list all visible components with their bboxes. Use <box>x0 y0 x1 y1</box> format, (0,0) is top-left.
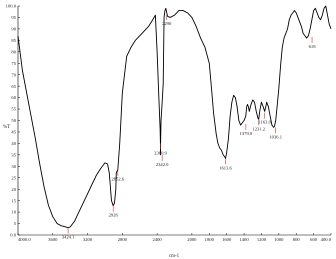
y-tick-label: 85 <box>11 37 16 43</box>
y-axis-title: %T <box>3 125 11 130</box>
y-tick-label: 55 <box>11 106 16 112</box>
y-tick-label: 15 <box>11 198 16 204</box>
y-tick-label: 25 <box>11 175 16 181</box>
peak-value: 2290 <box>162 21 172 27</box>
y-tick-label: 60 <box>11 95 16 101</box>
peak-value: 2852.6 <box>111 176 125 182</box>
peak-value: 3424.1 <box>61 234 75 240</box>
x-tick-label: 2000 <box>187 237 197 242</box>
y-tick-label: 10 <box>11 209 16 215</box>
peak-value: 618 <box>308 43 316 49</box>
peak-value: 1163.0 <box>258 119 271 125</box>
y-tick-label: 0.0 <box>10 232 16 238</box>
y-tick-label: 65 <box>11 83 16 89</box>
peak-value: 2926 <box>108 212 118 218</box>
y-tick-label: 95 <box>11 15 16 21</box>
x-axis-title: cm-1 <box>168 254 180 259</box>
peak-value: 2342.0 <box>155 161 169 167</box>
y-tick-label: 80 <box>11 49 16 55</box>
y-tick-label: 75 <box>11 60 16 66</box>
x-tick-label: 3600 <box>48 237 58 242</box>
y-tick-label: 30 <box>11 163 16 169</box>
x-tick-label: 1600 <box>222 237 232 242</box>
x-tick-label: 2800 <box>117 237 127 242</box>
x-tick-label: 1800 <box>204 237 214 242</box>
y-tick-label: 35 <box>11 152 16 158</box>
x-tick-label: 400.0 <box>320 237 331 242</box>
x-tick-label: 600 <box>310 237 318 242</box>
y-tick-label: 40 <box>11 141 16 146</box>
y-tick-label: 45 <box>11 129 16 135</box>
y-tick-label: 70 <box>11 72 16 78</box>
peak-value: 1036.1 <box>269 134 283 140</box>
y-tick-label: 100.0 <box>5 3 16 9</box>
y-tick-label: 90 <box>11 26 16 32</box>
x-tick-label: 1000 <box>274 237 284 242</box>
x-tick-label: 1200 <box>256 237 267 242</box>
y-tick-label: 20 <box>11 186 16 192</box>
x-tick-label: 4000.0 <box>18 237 31 242</box>
x-tick-label: 2400 <box>152 237 162 242</box>
x-tick-label: 1400 <box>239 237 249 242</box>
peak-value: 2360.9 <box>154 150 167 156</box>
x-tick-label: 800 <box>292 237 300 242</box>
y-tick-label: 5 <box>13 221 16 227</box>
peak-value: 1379.0 <box>239 130 253 136</box>
peak-value: 1613.6 <box>219 165 232 171</box>
x-tick-label: 3200 <box>82 237 93 242</box>
y-tick-label: 50 <box>11 118 16 124</box>
peak-value: 1231.2 <box>252 126 266 132</box>
